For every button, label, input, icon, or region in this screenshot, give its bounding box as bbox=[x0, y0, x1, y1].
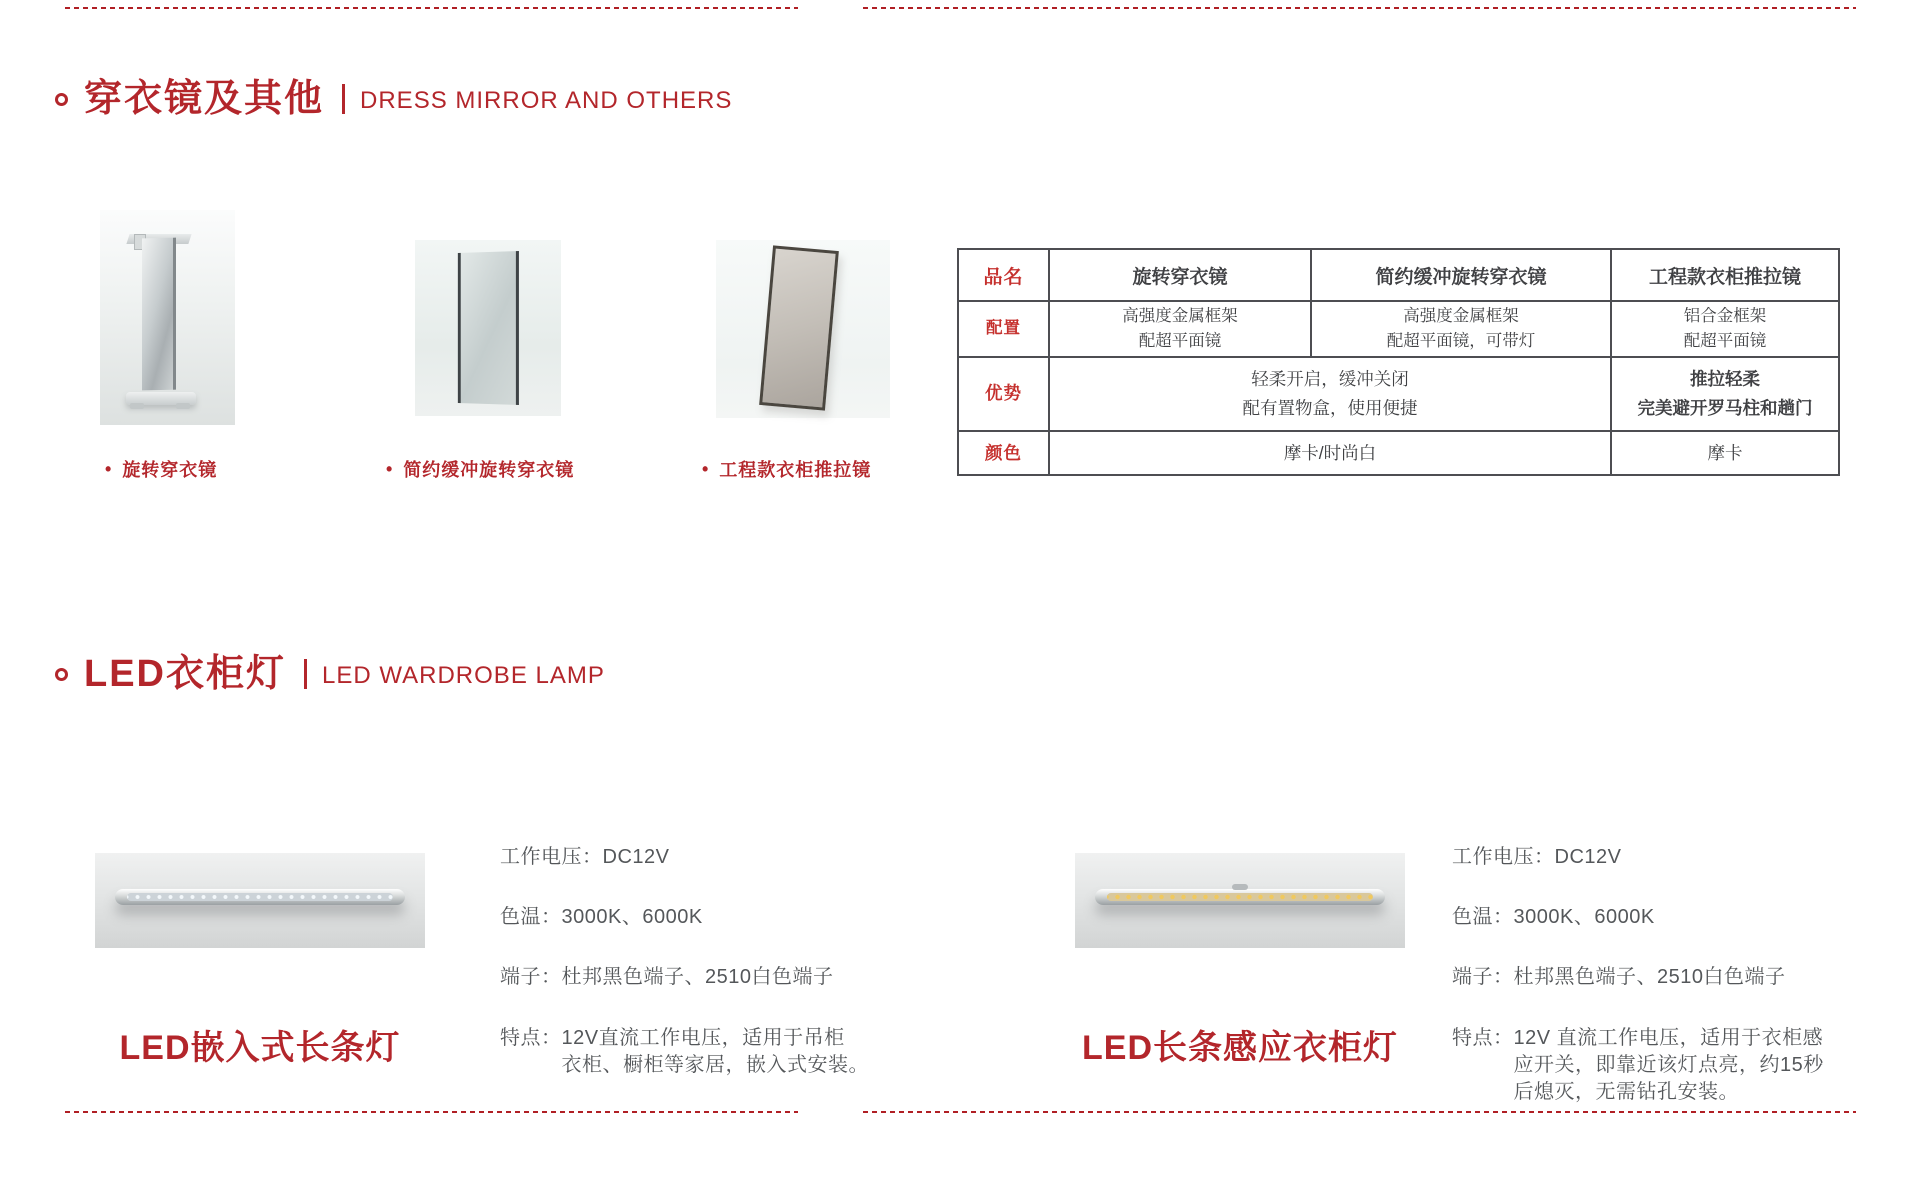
bottom-dashed-line-right bbox=[863, 1111, 1856, 1113]
table-row-advantage bbox=[958, 357, 1839, 431]
table-row-color bbox=[958, 431, 1839, 475]
bullet-icon: • bbox=[702, 459, 710, 479]
mirror-panel bbox=[142, 238, 176, 391]
lamp2-name: LED长条感应衣柜灯 bbox=[1082, 1029, 1398, 1067]
spec-feature bbox=[1452, 1025, 1920, 1106]
mirror-photo-rotating bbox=[100, 210, 235, 425]
mirror-photo-sliding bbox=[716, 240, 890, 418]
product-label-text: 工程款衣柜推拉镜 bbox=[719, 460, 872, 480]
cell-line: 配超平面镜，可带灯 bbox=[1386, 331, 1536, 350]
top-dashed-line-right bbox=[863, 7, 1856, 9]
product-label-buffered bbox=[386, 456, 574, 482]
spec-voltage: 工作电压：DC12V bbox=[1452, 846, 1622, 868]
cell-line: 高强度金属框架 bbox=[1122, 307, 1238, 325]
section-lamps-title-zh: LED衣柜灯 bbox=[84, 653, 287, 695]
row-label: 配置 bbox=[958, 301, 1049, 357]
cell-line: 高强度金属框架 bbox=[1403, 307, 1519, 325]
spec-voltage: 工作电压：DC12V bbox=[500, 846, 670, 868]
mirror-panel bbox=[759, 245, 839, 410]
led-strip bbox=[1107, 893, 1373, 901]
spec-feature bbox=[500, 1025, 980, 1079]
mirror-panel bbox=[458, 251, 519, 405]
table-cell-merged bbox=[1049, 357, 1611, 431]
lamp2-specs bbox=[1452, 845, 1920, 1106]
row-label: 颜色 bbox=[958, 431, 1049, 475]
feature-line: 后熄灭，无需钻孔安装。 bbox=[1513, 1081, 1739, 1103]
heading-divider bbox=[342, 84, 345, 114]
product-label-rotating bbox=[105, 456, 217, 482]
lamp-photo-sensor bbox=[1075, 853, 1405, 948]
row-label: 优势 bbox=[958, 357, 1049, 431]
feature-line: 12V 直流工作电压，适用于衣柜感 bbox=[1513, 1027, 1824, 1049]
cell-line: 配超平面镜 bbox=[1683, 331, 1767, 350]
table-cell: 摩卡 bbox=[1611, 431, 1839, 475]
ring-bullet-icon bbox=[55, 668, 68, 681]
lamp-photo-recessed bbox=[95, 853, 425, 948]
table-cell bbox=[1311, 301, 1611, 357]
top-dashed-line-left bbox=[65, 7, 798, 9]
mirror-spec-table bbox=[957, 248, 1840, 476]
cell-line: 轻柔开启，缓冲关闭 bbox=[1251, 368, 1409, 389]
cell-line: 配超平面镜 bbox=[1138, 331, 1222, 350]
table-cell-merged: 摩卡/时尚白 bbox=[1049, 431, 1611, 475]
table-cell bbox=[1611, 357, 1839, 431]
table-cell: 简约缓冲旋转穿衣镜 bbox=[1311, 249, 1611, 301]
section-mirrors-title-en: DRESS MIRROR AND OTHERS bbox=[360, 87, 733, 114]
table-row-config bbox=[958, 301, 1839, 357]
led-bar bbox=[1095, 889, 1385, 905]
cell-line: 配有置物盒，使用便捷 bbox=[1242, 397, 1418, 418]
table-cell bbox=[1049, 301, 1311, 357]
cell-line: 完美避开罗马柱和趟门 bbox=[1637, 397, 1813, 418]
spec-color-temp: 色温：3000K、6000K bbox=[500, 906, 703, 928]
section-mirrors-heading bbox=[55, 80, 732, 118]
product-label-text: 旋转穿衣镜 bbox=[122, 460, 218, 480]
led-bar bbox=[115, 889, 405, 905]
table-cell: 旋转穿衣镜 bbox=[1049, 249, 1311, 301]
section-lamps-title-en: LED WARDROBE LAMP bbox=[322, 662, 605, 689]
row-label: 品名 bbox=[958, 249, 1049, 301]
bottom-dashed-line-left bbox=[65, 1111, 798, 1113]
table-cell bbox=[1611, 301, 1839, 357]
lamp1-name: LED嵌入式长条灯 bbox=[119, 1029, 401, 1067]
bullet-icon: • bbox=[386, 459, 394, 479]
feature-line: 衣柜、橱柜等家居，嵌入式安装。 bbox=[561, 1054, 869, 1076]
feature-lines bbox=[1514, 1025, 1824, 1106]
feature-lines bbox=[562, 1025, 870, 1079]
spec-terminal: 端子：杜邦黑色端子、2510白色端子 bbox=[1452, 966, 1786, 988]
mirror-foot bbox=[176, 403, 190, 409]
mirror-foot bbox=[130, 403, 144, 409]
heading-divider bbox=[304, 659, 307, 689]
feature-label: 特点： bbox=[1452, 1027, 1514, 1049]
feature-line: 应开关，即靠近该灯点亮，约15秒 bbox=[1513, 1054, 1824, 1076]
feature-label: 特点： bbox=[500, 1027, 562, 1049]
lamp1-specs bbox=[500, 845, 980, 1079]
section-lamps-heading bbox=[55, 655, 605, 693]
spec-color-temp: 色温：3000K、6000K bbox=[1452, 906, 1655, 928]
mirror-photo-buffered bbox=[415, 240, 561, 416]
ring-bullet-icon bbox=[55, 93, 68, 106]
product-label-text: 简约缓冲旋转穿衣镜 bbox=[403, 460, 575, 480]
table-row-name bbox=[958, 249, 1839, 301]
table-cell: 工程款衣柜推拉镜 bbox=[1611, 249, 1839, 301]
motion-sensor bbox=[1232, 884, 1248, 890]
product-label-sliding bbox=[702, 456, 871, 482]
feature-line: 12V直流工作电压，适用于吊柜 bbox=[561, 1027, 845, 1049]
bullet-icon: • bbox=[105, 459, 113, 479]
led-strip bbox=[127, 893, 393, 901]
cell-line: 推拉轻柔 bbox=[1690, 368, 1760, 389]
cell-line: 铝合金框架 bbox=[1683, 307, 1767, 325]
section-mirrors-title-zh: 穿衣镜及其他 bbox=[84, 78, 325, 120]
spec-terminal: 端子：杜邦黑色端子、2510白色端子 bbox=[500, 966, 834, 988]
